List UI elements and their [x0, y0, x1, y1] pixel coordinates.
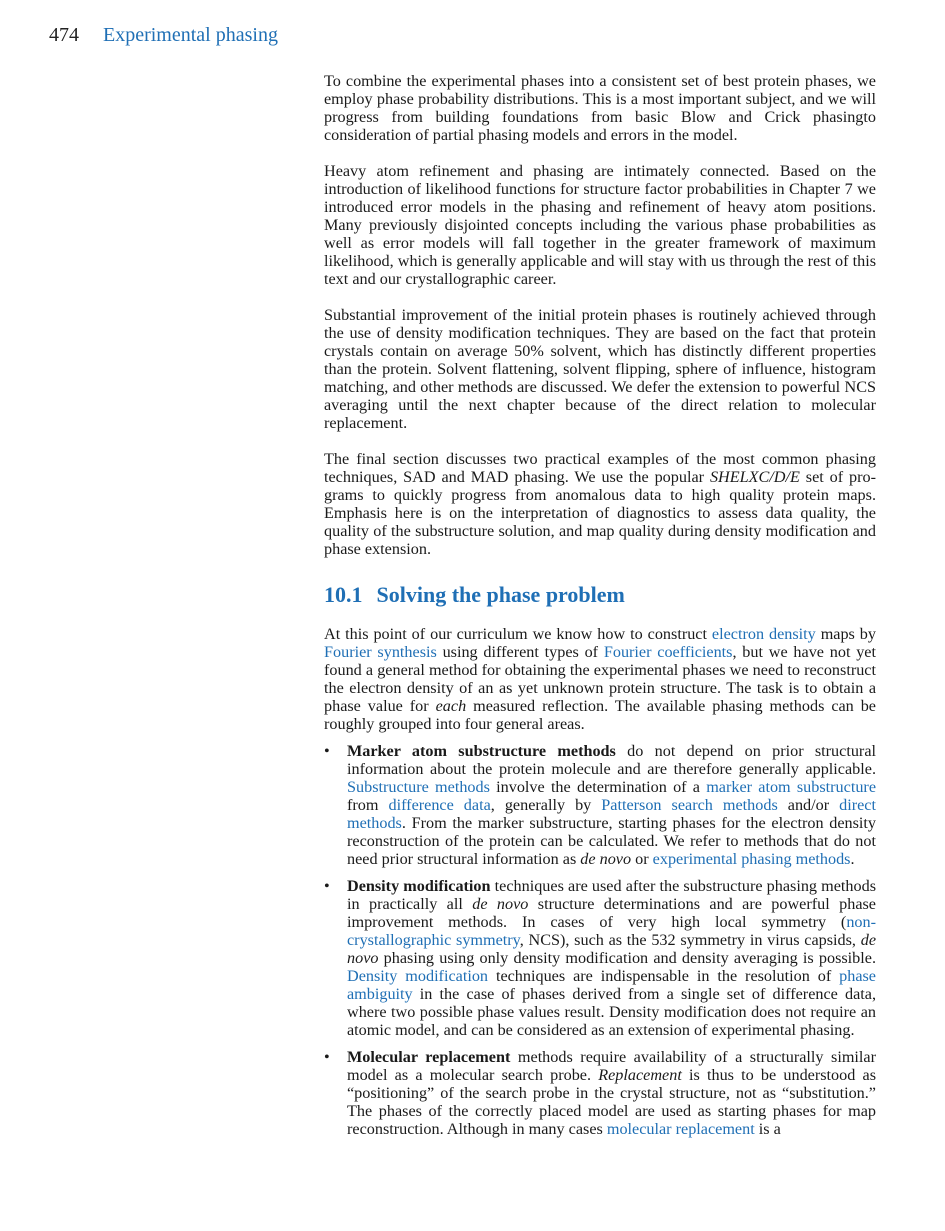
bold-term: Molecular replacement	[347, 1048, 511, 1066]
bullet-icon: •	[324, 742, 330, 760]
text-run: measured reflection. The available phasing methods can be roughly grouped into four general areas.	[324, 697, 876, 733]
glossary-link[interactable]: marker atom substructure	[706, 778, 877, 796]
main-text-column	[324, 72, 876, 1147]
italic-text: de novo	[472, 895, 529, 913]
body-paragraph	[324, 162, 876, 288]
text-run: . From the marker substructure, starting phases for the electron density reconstruction of the protein can be calculated. We refer to methods that do not need prior structural information as	[347, 814, 876, 868]
text-run: using different types of	[436, 643, 604, 661]
list-item	[324, 877, 876, 1039]
text-run: phasing using only density modification and density averaging is possible.	[378, 949, 876, 967]
text-run: structure determinations and are powerful phase improvement methods. In cases of very high local symmetry (	[347, 895, 876, 931]
glossary-link[interactable]: non-crystallographic symmetry	[347, 913, 876, 949]
section-number: 10.1	[324, 582, 363, 607]
text-run: At this point of our curriculum we know how to construct	[324, 625, 712, 643]
intro-paragraphs	[324, 72, 876, 558]
body-paragraph	[324, 450, 876, 558]
body-paragraph	[324, 72, 876, 144]
bold-term: Density modification	[347, 877, 491, 895]
text-run: techniques are used after the substructure phasing methods in practically all	[347, 877, 876, 913]
bullet-icon: •	[324, 1048, 330, 1066]
text-run: techniques are indispensable in the resolution of	[488, 967, 840, 985]
text-run: involve the determination of a	[489, 778, 707, 796]
text-run: , generally by	[490, 796, 602, 814]
italic-text: de novo	[347, 931, 876, 967]
glossary-link[interactable]: molecular replacement	[606, 1120, 755, 1138]
text-run: set of programs to quickly progress from anomalous data to high quality protein maps. Emphasis here is on the interpretation of diagnostics to assess data quality, the quality of the substructure solution, and map quality during density modification and phase extension.	[324, 468, 876, 558]
page-number: 474	[49, 24, 79, 46]
text-run: methods require availability of a structurally similar model as a molecular search probe.	[347, 1048, 877, 1084]
text-run: , but we have not yet found a general method for obtaining the experimental phases we need to reconstruct the electron density of an as yet unknown protein structure. The task is to obtain a phase value for	[324, 643, 876, 715]
text-run: .	[850, 850, 855, 868]
italic-text: each	[435, 697, 467, 715]
text-run: The final section discusses two practical examples of the most common phasing techniques, SAD and MAD phasing. We use the popular	[324, 450, 876, 486]
glossary-link[interactable]: Density modification	[347, 967, 489, 985]
glossary-link[interactable]: electron density	[711, 625, 816, 643]
text-run: Heavy atom refinement and phasing are intimately connected. Based on the introduction of likelihood functions for structure factor probabilities in Chapter 7 we introduced error models in the phasing and refinement of heavy atom positions. Many previously disjointed concepts including the various phase probabilities as well as error models will fall together in the greater framework of maximum likelihood, which is generally applicable and will stay with us through the rest of this text and our crystallographic career.	[324, 162, 876, 288]
glossary-link[interactable]: Fourier synthesis	[324, 643, 437, 661]
bold-term: Marker atom substructure methods	[347, 742, 616, 760]
glossary-link[interactable]: direct methods	[347, 796, 876, 832]
text-run: , NCS), such as the 532 symmetry in virus capsids,	[519, 931, 861, 949]
chapter-title: Experimental phasing	[103, 24, 278, 46]
text-run: do not depend on prior structural information about the protein molecule and are therefore generally applicable.	[347, 742, 877, 778]
text-run: is a	[754, 1120, 781, 1138]
text-run: Substantial improvement of the initial protein phases is routinely achieved through the use of density modification techniques. They are based on the fact that protein crystals contain on average 50% solvent, which has distinctly different properties than the protein. Solvent flattening, solvent flipping, sphere of influence, histogram matching, and other methods are discussed. We defer the extension to powerful NCS averaging until the next chapter because of the direct relation to molecular replacement.	[324, 306, 876, 432]
glossary-link[interactable]: Substructure methods	[347, 778, 490, 796]
text-run: and/or	[777, 796, 840, 814]
text-run: from	[347, 796, 389, 814]
body-paragraph	[324, 306, 876, 432]
text-run: To combine the experimental phases into a consistent set of best protein phases, we employ phase probability distributions. This is a most important subject, and we will progress from building foundations from basic Blow and Crick phasingto consideration of partial phasing models and errors in the model.	[324, 72, 876, 144]
italic-text: de novo	[580, 850, 632, 868]
text-run: is thus to be understood as “positioning” of the search probe in the crystal structure, not as “substitution.” The phases of the correctly placed model are used as starting phases for map reconstruction. Although in many cases	[347, 1066, 876, 1138]
bullet-icon: •	[324, 877, 330, 895]
glossary-link[interactable]: phase ambiguity	[347, 967, 876, 1003]
italic-text: SHELXC/D/E	[709, 468, 800, 486]
text-run: or	[631, 850, 653, 868]
glossary-link[interactable]: difference data	[388, 796, 491, 814]
section-intro-paragraph	[324, 625, 876, 733]
section-title: Solving the phase problem	[376, 582, 625, 607]
text-run: maps by	[815, 625, 876, 643]
section-heading	[324, 582, 876, 608]
list-item	[324, 742, 876, 868]
italic-text: Replacement	[598, 1066, 682, 1084]
glossary-link[interactable]: Patterson search methods	[601, 796, 778, 814]
list-item	[324, 1048, 876, 1138]
glossary-link[interactable]: experimental phasing methods	[652, 850, 851, 868]
phasing-methods-list	[324, 742, 876, 1138]
text-run: in the case of phases derived from a single set of difference data, where two possible phase values result. Density modification does not require an atomic model, and can be considered as an extension of experimental phasing.	[347, 985, 876, 1039]
glossary-link[interactable]: Fourier coefficients	[603, 643, 733, 661]
